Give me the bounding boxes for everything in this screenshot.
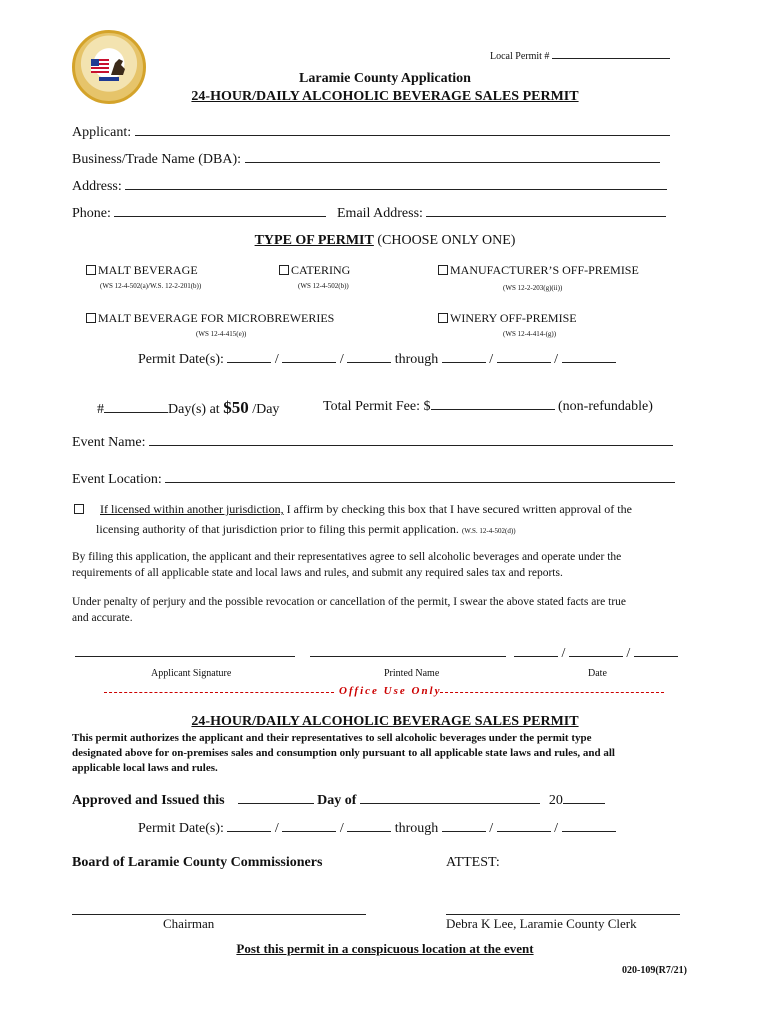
start-month-line[interactable]	[227, 362, 271, 363]
winery-checkbox[interactable]	[438, 313, 448, 323]
applicant-field[interactable]	[72, 125, 670, 141]
office-end-day-line[interactable]	[497, 831, 551, 832]
form-subtitle: 24-HOUR/DAILY ALCOHOLIC BEVERAGE SALES PERMIT	[191, 89, 579, 104]
date-label: Date	[588, 668, 607, 679]
hash-label: #	[97, 402, 104, 417]
jurisdiction-text1: I affirm by checking this box that I have secured written approval of the	[283, 502, 632, 516]
office-permit-dates-label: Permit Date(s):	[138, 821, 224, 836]
total-fee-field[interactable]	[323, 399, 653, 415]
event-location-field[interactable]	[72, 472, 675, 488]
sig-day-line[interactable]	[569, 656, 623, 657]
year-prefix: 20	[548, 793, 563, 808]
printed-name-line[interactable]	[310, 656, 506, 657]
permit-type-title: TYPE OF PERMIT	[254, 233, 374, 248]
office-divider-left	[104, 692, 334, 693]
address-field[interactable]	[72, 179, 667, 195]
event-location-line[interactable]	[165, 482, 675, 483]
start-day-line[interactable]	[282, 362, 336, 363]
sig-year-line[interactable]	[634, 656, 678, 657]
chairman-label: Chairman	[163, 916, 215, 931]
microbreweries-label: MALT BEVERAGE FOR MICROBREWERIES	[98, 311, 335, 325]
winery-label: WINERY OFF-PREMISE	[450, 311, 577, 325]
office-end-year-line[interactable]	[562, 831, 616, 832]
end-year-line[interactable]	[562, 362, 616, 363]
catering-ref: (WS 12-4-502(b))	[298, 282, 349, 290]
sig-month-line[interactable]	[514, 656, 558, 657]
catering-checkbox[interactable]	[279, 265, 289, 275]
local-permit-field[interactable]	[490, 51, 670, 62]
event-name-field[interactable]	[72, 435, 673, 451]
manufacturer-label: MANUFACTURER’S OFF-PREMISE	[450, 263, 639, 277]
business-line[interactable]	[245, 162, 660, 163]
applicant-signature-label: Applicant Signature	[151, 668, 232, 679]
office-start-day-line[interactable]	[282, 831, 336, 832]
business-label: Business/Trade Name (DBA):	[72, 152, 242, 167]
event-location-label: Event Location:	[72, 472, 162, 487]
local-permit-label: Local Permit #	[490, 51, 550, 62]
office-divider-right	[440, 692, 664, 693]
approved-year-line[interactable]	[563, 803, 605, 804]
option-catering[interactable]	[279, 263, 350, 278]
microbreweries-ref: (WS 12-4-415(e))	[196, 330, 247, 338]
office-start-month-line[interactable]	[227, 831, 271, 832]
approved-day-line[interactable]	[238, 803, 314, 804]
address-line[interactable]	[125, 189, 667, 190]
catering-label: CATERING	[291, 263, 351, 277]
total-fee-line[interactable]	[431, 409, 555, 410]
approved-field[interactable]	[72, 793, 605, 809]
applicant-label: Applicant:	[72, 125, 132, 140]
address-label: Address:	[72, 179, 122, 194]
end-day-line[interactable]	[497, 362, 551, 363]
manufacturer-ref: (WS 12-2-203(g)(ii))	[503, 284, 563, 292]
clerk-signature-line[interactable]	[446, 914, 680, 915]
clerk-label: Debra K Lee, Laramie County Clerk	[446, 916, 637, 931]
office-use-label: Office Use Only	[339, 685, 442, 697]
email-line[interactable]	[426, 216, 666, 217]
phone-label: Phone:	[72, 206, 111, 221]
business-field[interactable]	[72, 152, 660, 168]
post-notice: Post this permit in a conspicuous location at the event	[236, 941, 534, 956]
phone-field[interactable]	[72, 206, 326, 222]
day-of-label: Day of	[317, 793, 357, 808]
permit-line2: designated above for on-premises sales and consumption only pursuant to all applicable state laws and rules, and all	[72, 747, 615, 759]
start-year-line[interactable]	[347, 362, 391, 363]
option-malt-beverage[interactable]	[86, 263, 198, 278]
jurisdiction-checkbox-row[interactable]	[74, 502, 632, 517]
days-at-label: Day(s) at	[168, 402, 220, 417]
end-month-line[interactable]	[442, 362, 486, 363]
option-manufacturer[interactable]	[438, 263, 639, 278]
winery-ref: (WS 12-4-414-(g))	[503, 330, 557, 338]
signature-date-field[interactable]: / /	[514, 646, 678, 662]
applicant-line[interactable]	[135, 135, 670, 136]
malt-beverage-ref: (WS 12-4-502(a)/W.S. 12-2-201(b))	[100, 282, 202, 290]
malt-beverage-label: MALT BEVERAGE	[98, 263, 198, 277]
board-name: Board of Laramie County Commissioners	[72, 855, 323, 870]
permit-line3: applicable local laws and rules.	[72, 762, 218, 774]
office-permit-dates-field[interactable]: Permit Date(s): / / through / /	[138, 821, 616, 837]
jurisdiction-checkbox[interactable]	[74, 504, 84, 514]
through-label: through	[394, 352, 439, 367]
approved-label: Approved and Issued this	[72, 793, 225, 808]
applicant-signature-line[interactable]	[75, 656, 295, 657]
jurisdiction-underlined: If licensed within another jurisdiction,	[100, 502, 284, 516]
malt-beverage-checkbox[interactable]	[86, 265, 96, 275]
printed-name-label: Printed Name	[384, 668, 440, 679]
manufacturer-checkbox[interactable]	[438, 265, 448, 275]
option-microbreweries[interactable]	[86, 311, 334, 326]
office-start-year-line[interactable]	[347, 831, 391, 832]
email-label: Email Address:	[337, 206, 423, 221]
perjury-line2: and accurate.	[72, 612, 133, 624]
jurisdiction-line2	[96, 522, 516, 537]
event-name-line[interactable]	[149, 445, 673, 446]
form-number: 020-109(R7/21)	[622, 965, 687, 976]
office-end-month-line[interactable]	[442, 831, 486, 832]
total-fee-label: Total Permit Fee: $	[323, 399, 431, 414]
permit-line1: This permit authorizes the applicant and their representatives to sell alcoholic beverages under the permit type	[72, 732, 592, 744]
email-field[interactable]	[337, 206, 666, 222]
office-through-label: through	[394, 821, 439, 836]
form-title: Laramie County Application	[299, 71, 471, 86]
days-line[interactable]	[104, 412, 168, 413]
permit-type-note: (CHOOSE ONLY ONE)	[377, 233, 516, 248]
agreement-line2: requirements of all applicable state and local laws and rules, and submit any required sales tax and reports.	[72, 567, 563, 579]
chairman-signature-line[interactable]	[72, 914, 366, 915]
option-winery[interactable]	[438, 311, 577, 326]
attest-label: ATTEST:	[446, 855, 500, 870]
approved-month-line[interactable]	[360, 803, 540, 804]
permit-title: 24-HOUR/DAILY ALCOHOLIC BEVERAGE SALES PERMIT	[191, 714, 579, 729]
event-name-label: Event Name:	[72, 435, 146, 450]
permit-type-heading	[0, 233, 770, 249]
fee-amount: $50	[223, 398, 249, 417]
agreement-line1: By filing this application, the applicant and their representatives agree to sell alcoholic beverages and operate under the	[72, 551, 622, 563]
days-field[interactable]	[97, 398, 279, 418]
nonrefundable-label: (non-refundable)	[558, 399, 653, 414]
phone-line[interactable]	[114, 216, 326, 217]
jurisdiction-text2: licensing authority of that jurisdiction prior to filing this permit application.	[96, 522, 459, 536]
permit-dates-field[interactable]: Permit Date(s): / / through / /	[138, 352, 616, 368]
local-permit-line[interactable]	[552, 58, 670, 59]
permit-dates-label: Permit Date(s):	[138, 352, 224, 367]
jurisdiction-ref: (W.S. 12-4-502(d))	[461, 527, 516, 535]
perjury-line1: Under penalty of perjury and the possible revocation or cancellation of the permit, I swear the above stated facts are true	[72, 596, 627, 608]
per-day-label: /Day	[252, 402, 280, 417]
microbreweries-checkbox[interactable]	[86, 313, 96, 323]
